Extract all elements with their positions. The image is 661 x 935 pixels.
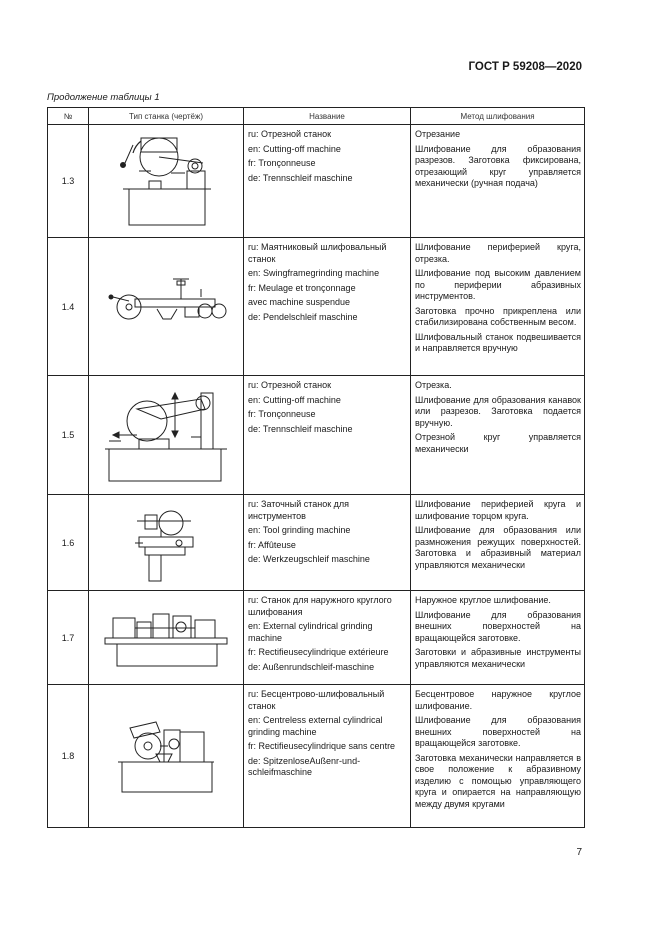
table-row [48, 376, 585, 495]
method-text: Отрезание [415, 129, 461, 139]
name-fr: fr: Affûteuse [248, 539, 296, 550]
method-text: Отрезной круг управляется механически [415, 432, 581, 454]
cutting-off-machine-drawing [101, 385, 231, 485]
row-number: 1.8 [48, 685, 89, 828]
method-text: Наружное круглое шлифование. [415, 595, 551, 605]
page-number: 7 [576, 847, 582, 858]
method-text: Шлифование под высоким давлением по периферии абразивных инструментов. [415, 268, 581, 301]
names-cell [244, 685, 411, 828]
method-text: Шлифование для образования внешних поверхностей на вращающейся заготовке. [415, 715, 581, 748]
method-cell [411, 376, 585, 495]
swingframe-grinding-machine-drawing [101, 267, 231, 347]
name-fr: fr: Tronçonneuse [248, 409, 316, 419]
name-ru: ru: Отрезной станок [248, 129, 332, 139]
machine-drawing-cell [89, 685, 244, 828]
method-text: Отрезка. [415, 380, 452, 390]
machine-drawing-cell [89, 238, 244, 376]
name-en: en: External cylindrical grinding machine [248, 621, 373, 643]
method-text: Шлифование для образования разрезов. Заготовка фиксирована, отрезающий круг управляется механически (ручная подача) [415, 143, 581, 188]
method-cell [411, 591, 585, 685]
row-number: 1.5 [48, 376, 89, 495]
names-cell [244, 591, 411, 685]
external-cylindrical-grinding-machine-drawing [103, 608, 229, 668]
header-name: Название [244, 108, 411, 125]
name-fr-continued: avec machine suspendue [248, 297, 351, 307]
row-number: 1.3 [48, 125, 89, 238]
name-ru: ru: Отрезной станок [248, 380, 332, 390]
name-ru: ru: Заточный станок для инструментов [248, 499, 350, 521]
name-de: de: SpitzenloseAußenr-und-schleifmaschine [248, 755, 361, 777]
name-en: en: Cutting-off machine [248, 394, 341, 405]
document-title: ГОСТ Р 59208—2020 [468, 61, 582, 73]
names-cell [244, 238, 411, 376]
method-cell [411, 125, 585, 238]
row-number: 1.4 [48, 238, 89, 376]
names-cell [244, 125, 411, 238]
method-text: Бесцентровое наружное круглое шлифование. [415, 689, 581, 711]
table-header-row [48, 108, 585, 125]
machine-drawing-cell [89, 591, 244, 685]
name-en: en: Centreless external cylindrical grinding machine [248, 715, 383, 737]
machine-drawing-cell [89, 125, 244, 238]
name-en: en: Tool grinding machine [248, 525, 351, 535]
header-method: Метод шлифования [411, 108, 585, 125]
table-row [48, 125, 585, 238]
method-text: Шлифование для образования или размножения режущих поверхностей. Заготовка и абразивный материал управляются механически [415, 525, 581, 570]
name-en: en: Cutting-off machine [248, 143, 341, 154]
name-fr: fr: Tronçonneuse [248, 158, 316, 168]
method-cell [411, 495, 585, 591]
method-text: Шлифование для образования канавок или разрезов. Заготовка подается вручную. [415, 394, 581, 428]
method-text: Заготовка прочно прикреплена или стабилизирована собственным весом. [415, 305, 581, 327]
name-ru: ru: Бесцентрово-шлифовальный станок [248, 689, 385, 711]
tool-grinding-machine-drawing [131, 503, 201, 583]
machine-drawing-cell [89, 376, 244, 495]
table-continuation-caption: Продолжение таблицы 1 [47, 92, 160, 103]
name-de: de: Werkzeugschleif maschine [248, 554, 370, 564]
names-cell [244, 495, 411, 591]
centreless-grinding-machine-drawing [116, 716, 216, 796]
table-row [48, 238, 585, 376]
name-fr: fr: Rectifieusecylindrique sans centre [248, 741, 396, 751]
method-cell [411, 685, 585, 828]
row-number: 1.6 [48, 495, 89, 591]
method-cell [411, 238, 585, 376]
cutting-off-machine-drawing [111, 133, 221, 229]
machine-types-table [47, 107, 585, 828]
name-ru: ru: Маятниковый шлифовальный станок [248, 242, 387, 264]
machine-drawing-cell [89, 495, 244, 591]
name-de: de: Trennschleif maschine [248, 423, 353, 434]
name-fr: fr: Meulage et tronçonnage [248, 282, 356, 293]
method-text: Шлифование периферией круга, отрезка. [415, 242, 581, 264]
table-row [48, 591, 585, 685]
method-text: Заготовки и абразивные инструменты управляются механически [415, 647, 581, 669]
name-de: de: Trennschleif maschine [248, 172, 353, 183]
name-en: en: Swingframegrinding machine [248, 268, 380, 278]
method-text: Шлифовальный станок подвешивается и направляется вручную [415, 331, 581, 353]
method-text: Шлифование периферией круга и шлифование торцом круга. [415, 499, 581, 521]
method-text: Шлифование для образования внешних поверхностей на вращающейся заготовке. [415, 609, 581, 643]
method-text: Заготовка механически направляется в свое положение к абразивному изделию с помощью управляющего круга и опирается на направляющую между двумя кругами [415, 752, 581, 809]
header-number: № [48, 108, 89, 125]
name-fr: fr: Rectifieusecylindrique extérieure [248, 647, 389, 657]
row-number: 1.7 [48, 591, 89, 685]
table-row [48, 495, 585, 591]
name-de: de: Pendelschleif maschine [248, 311, 358, 322]
table-row [48, 685, 585, 828]
name-de: de: Außenrundschleif-maschine [248, 661, 375, 672]
header-machine-type: Тип станка (чертёж) [89, 108, 244, 125]
name-ru: ru: Станок для наружного круглого шлифования [248, 595, 392, 617]
names-cell [244, 376, 411, 495]
